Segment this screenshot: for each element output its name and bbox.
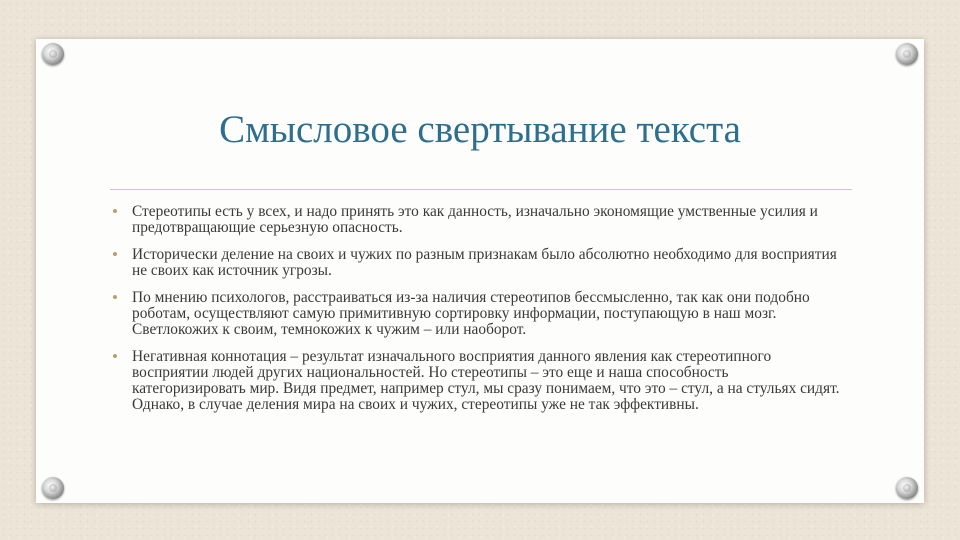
- bullet-item: • Негативная коннотация – результат изначального восприятия данного явления как стереотипного восприятии людей других национальностей. Но стереотипы – это еще и наша способность категоризировать мир. Видя предмет, например стул, мы сразу понимаем, что это – стул, а на стульях сидят. Однако, в случае деления мира на своих и чужих, стереотипы уже не так эффективны.: [110, 349, 840, 413]
- bullet-item: • Стереотипы есть у всех, и надо принять это как данность, изначально экономящие умственные усилия и предотвращающие серьезную опасность.: [110, 204, 840, 236]
- pin-icon: [896, 43, 918, 65]
- pin-icon: [42, 477, 64, 499]
- slide-title: Смысловое свертывание текста: [219, 108, 741, 151]
- pin-icon: [42, 43, 64, 65]
- title-divider: [110, 189, 852, 190]
- pin-icon: [896, 477, 918, 499]
- bullet-item: • По мнению психологов, расстраиваться из-за наличия стереотипов бессмысленно, так как они подобно роботам, осуществляют самую примитивную сортировку информации, поступающую в наш мозг. Светлокожих к своим, темнокожих к чужим – или наоборот.: [110, 290, 840, 338]
- bullet-item: • Исторически деление на своих и чужих по разным признакам было абсолютно необходимо для восприятия не своих как источник угрозы.: [110, 247, 840, 279]
- bullet-list: [110, 204, 840, 424]
